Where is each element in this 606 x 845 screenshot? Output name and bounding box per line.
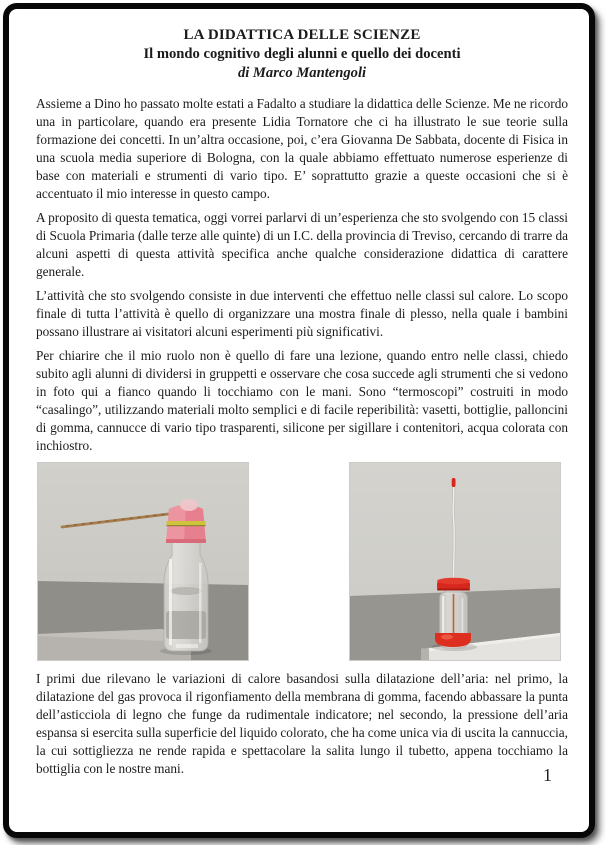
tabletop-side-face (421, 648, 429, 660)
experiment-photos-row (37, 462, 568, 661)
rubber-band-yellow (167, 521, 206, 525)
page-number: 1 (543, 765, 552, 785)
bottle-water-line (170, 587, 202, 595)
paragraph-1: Assieme a Dino ho passato molte estati a Fadalto a studiare la didattica delle Scienze. Me ne ricordo una in particolare, quando era presente Lidia Tornatore che ci ha illustrato le sue teorie sulla formazione dei concetti. In un’altra occasione, poi, c’era Giovanna De Sabbata, docente di Fisica in una scuola media superiore di Bologna, con la quale abbiamo effettuato numerose esperienze di base con materiali e strumenti di vario tipo. E’ soprattutto grazie a queste occasioni che si è accentuato il mio interesse in questo campo. (36, 96, 568, 201)
thermoscope-jar-tube-photo (349, 462, 561, 661)
glass-base-highlight (176, 644, 198, 648)
balloon-lower-edge (166, 539, 206, 543)
balloon-knot (180, 499, 198, 511)
document-sheet (3, 3, 595, 838)
thermoscope-balloon-stick-photo (37, 462, 249, 661)
paragraph-5: I primi due rilevano le variazioni di calore basandosi sulla dilatazione dell’aria: nel primo, la dilatazione del gas provoca il rigonfiamento della membrana di gomma, facendo abbassare la punta dell’asticciola di legno che funge da rudimentale indicatore; nel secondo, la pressione dell’aria espansa si esercita sulla superficie del liquido colorato, che ha come unica via di uscita la cannuccia, la cui sottigliezza ne rende rapida e spettacolare la salita lungo il tubetto, appena tocchiamo la bottiglia con le nostre mani. (36, 671, 568, 776)
body-text (36, 95, 568, 778)
glass-highlight-right (199, 563, 202, 643)
title-block (36, 26, 568, 83)
rubber-band-shadow (167, 525, 206, 526)
document-title: LA DIDATTICA DELLE SCIENZE (183, 27, 421, 43)
glass-highlight-left (169, 559, 172, 645)
paragraph-4: Per chiarire che il mio ruolo non è quello di fare una lezione, quando entro nelle classi, chiedo subito agli alunni di dividersi in gruppetti e osservare che cosa succede agli strumenti che si vedono in foto qui a fianco quando li tocchiamo con le mani. Sono “termoscopi” costruiti in modo “casalingo”, utilizzando materiali molto semplici e di facile reperibilità: vasetti, bottiglie, palloncini di gomma, cannucce di vario tipo trasparenti, silicone per sigillare i contenitori, acqua colorata con inchiostro. (36, 348, 568, 453)
document-byline: di Marco Mantengoli (237, 65, 367, 81)
paragraph-3: L’attività che sto svolgendo consiste in due interventi che effettuo nelle classi sul calore. Lo scopo finale di tutta l’attività è quello di organizzare una mostra finale di plesso, nella quale i bambini possano illustrare ai visitatori alcuni esperimenti più significativi. (36, 288, 568, 339)
document-subtitle: Il mondo cognitivo degli alunni e quello dei docenti (143, 46, 461, 62)
red-cap-rim (437, 589, 470, 591)
document-content (9, 9, 589, 784)
red-cap-top (437, 578, 470, 584)
paragraph-2: A proposito di questa tematica, oggi vorrei parlarvi di un’esperienza che sto svolgendo con 15 classi di Scuola Primaria (dalle terze alle quinte) di un I.C. della provincia di Treviso, cercando di trarre da alcuni aspetti di questa attività specifica anche qualche considerazione didattica di carattere generale. (36, 210, 568, 279)
liquid-highlight (441, 635, 453, 640)
colored-liquid (435, 633, 471, 647)
tube-red-tip (452, 478, 456, 487)
